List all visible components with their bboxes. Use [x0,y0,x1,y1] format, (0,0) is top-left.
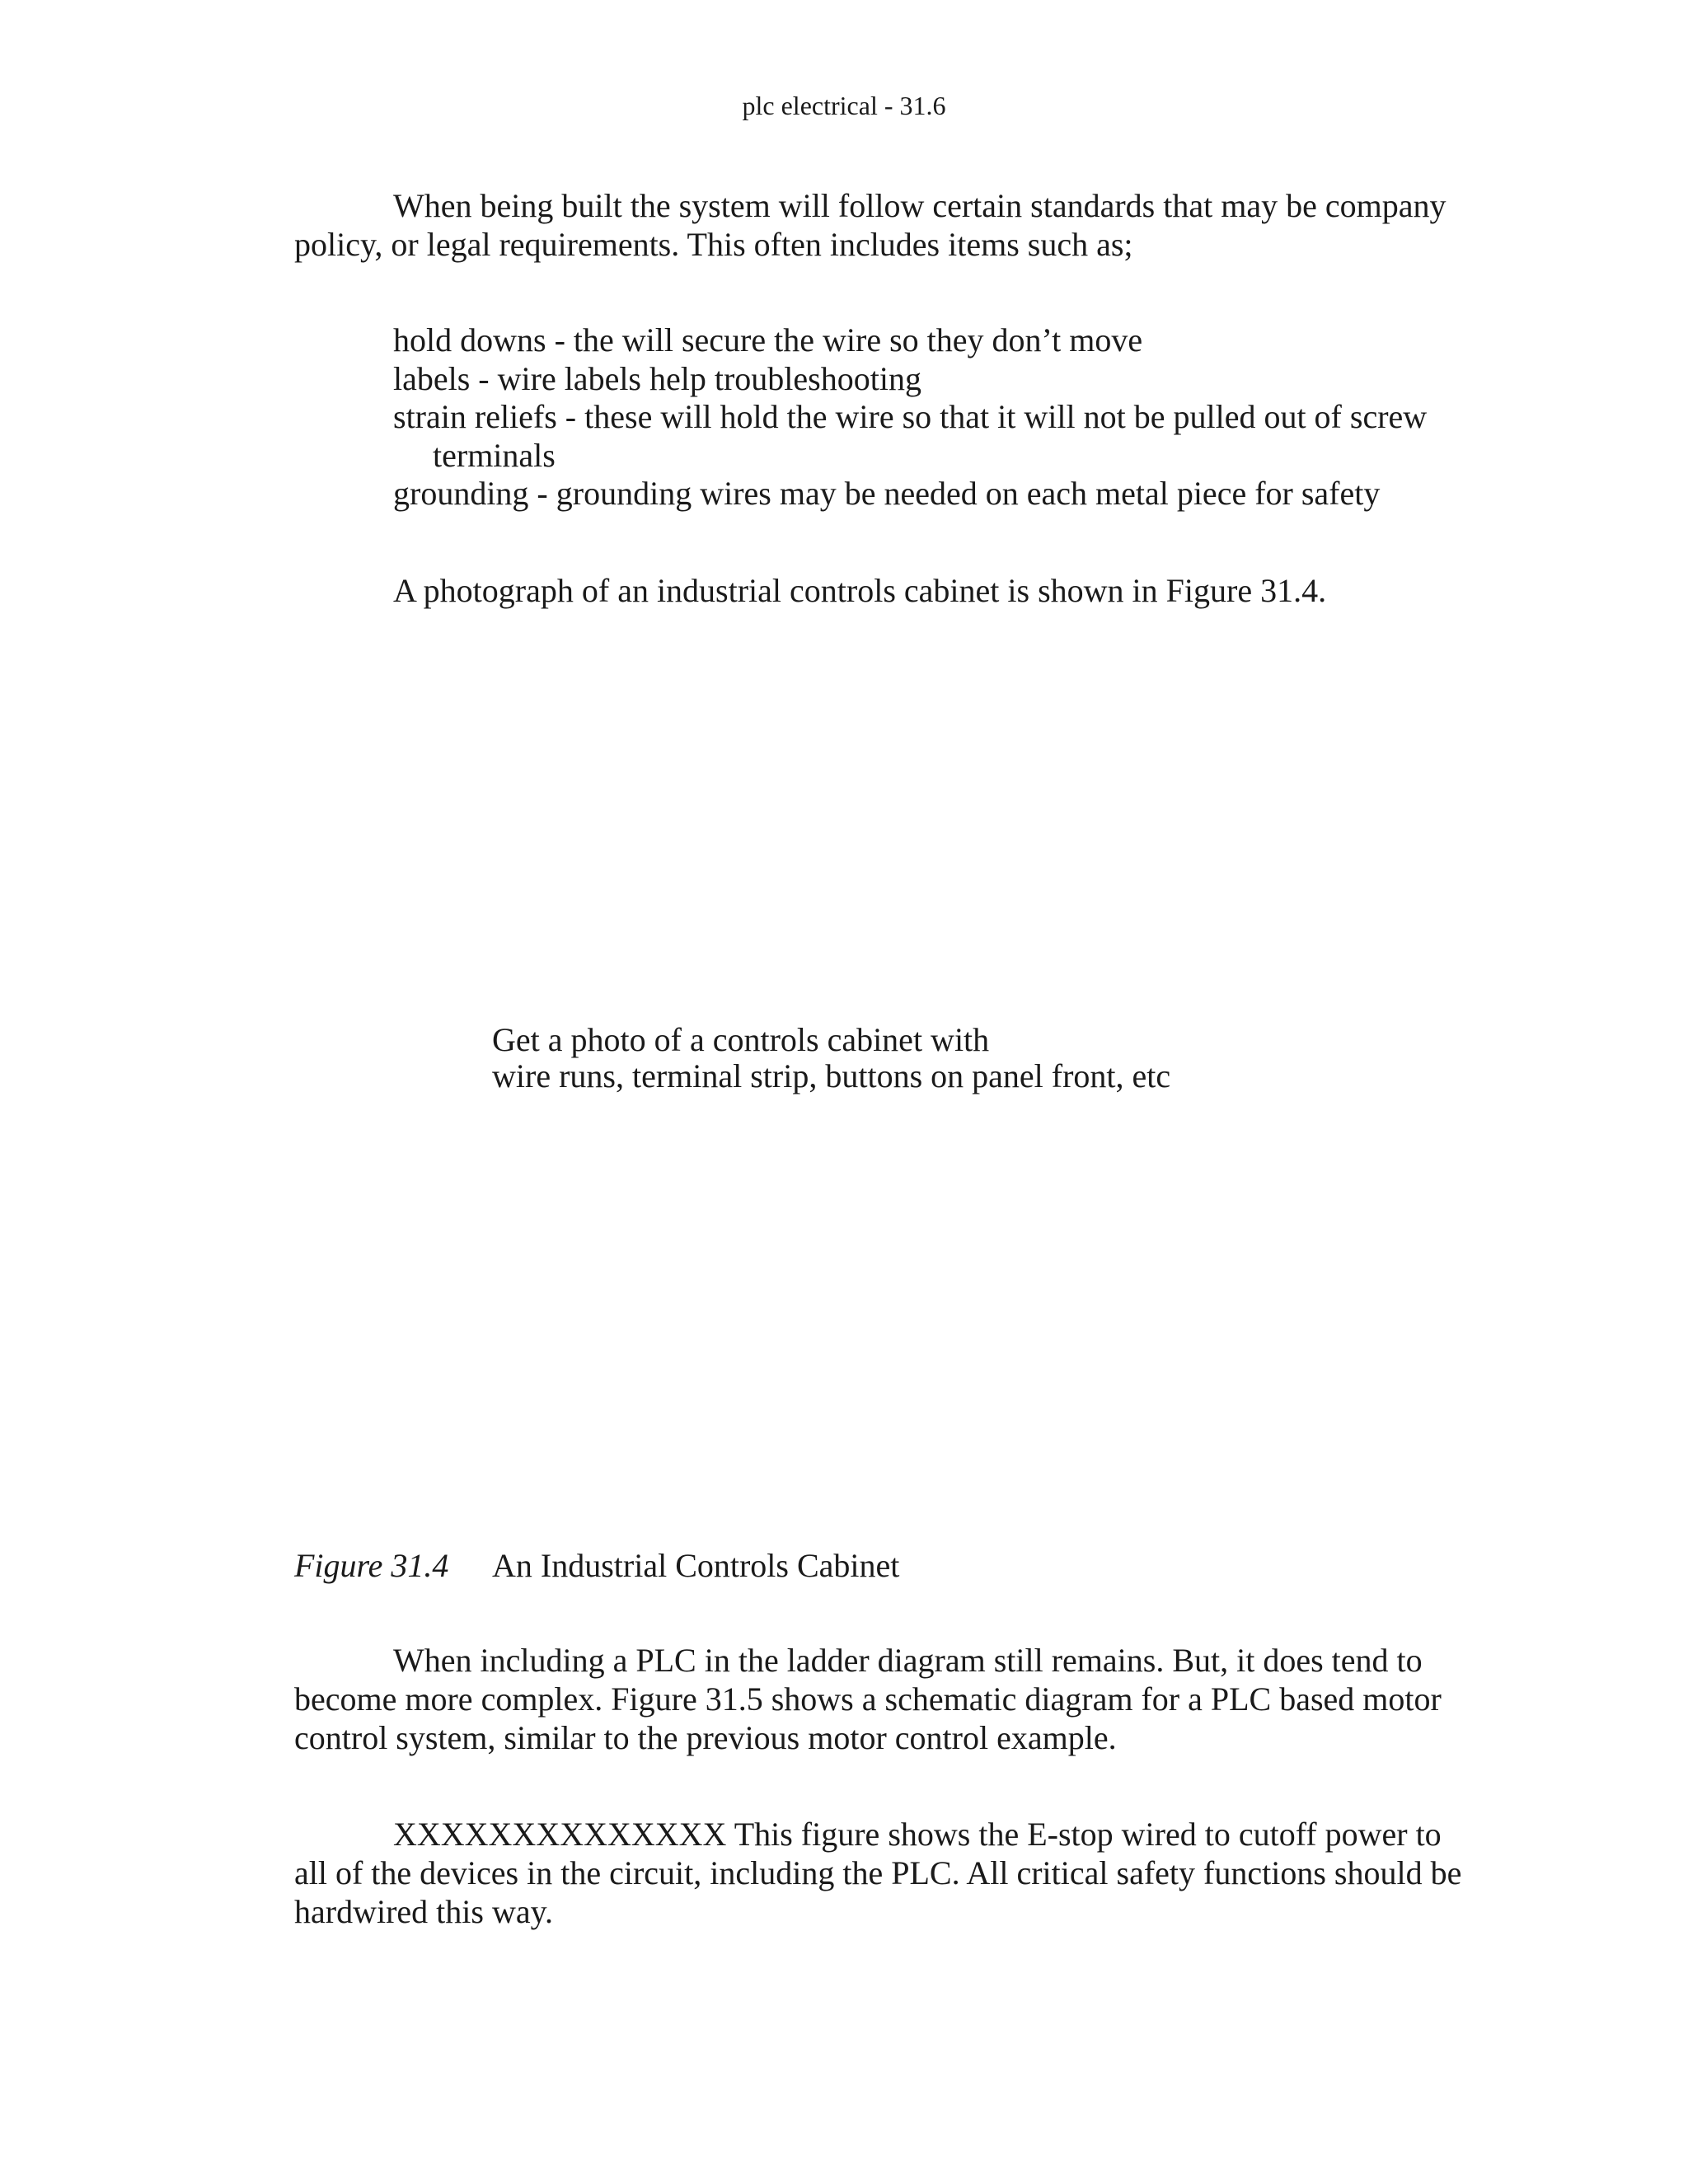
paragraph-intro-text: When being built the system will follow certain standards that may be company policy, or legal requirements. This often includes items such as; [294,187,1447,263]
list-item: strain reliefs - these will hold the wire so that it will not be pulled out of screw terminals [393,398,1428,474]
figure-caption [294,1546,899,1586]
paragraph-estop [294,1815,1481,1931]
page-header: plc electrical - 31.6 [742,91,946,120]
list-item: labels - wire labels help troubleshooting [393,359,921,397]
paragraph-photo-ref-text: A photograph of an industrial controls cabinet is shown in Figure 31.4. [393,572,1327,609]
paragraph-plc-ladder [294,1641,1481,1757]
paragraph-photo-ref [294,571,1481,610]
figure-label: Figure 31.4 [294,1547,449,1584]
standards-list [393,321,1489,513]
list-item: grounding - grounding wires may be needed on each metal piece for safety [393,475,1381,512]
figure-placeholder [492,1022,1170,1094]
figure-caption-text: An Industrial Controls Cabinet [492,1547,900,1584]
paragraph-estop-text: XXXXXXXXXXXXXX This figure shows the E-stop wired to cutoff power to all of the devices in the circuit, including the PLC. All critical safety functions should be hardwired this way. [294,1816,1462,1930]
paragraph-intro [294,186,1481,264]
figure-placeholder-line: Get a photo of a controls cabinet with [492,1021,990,1058]
paragraph-plc-ladder-text: When including a PLC in the ladder diagram still remains. But, it does tend to become more complex. Figure 31.5 shows a schematic diagram for a PLC based motor control system, similar to the previous motor control example. [294,1642,1442,1756]
list-item: hold downs - the will secure the wire so they don’t move [393,321,1143,359]
figure-placeholder-line: wire runs, terminal strip, buttons on panel front, etc [492,1057,1171,1094]
